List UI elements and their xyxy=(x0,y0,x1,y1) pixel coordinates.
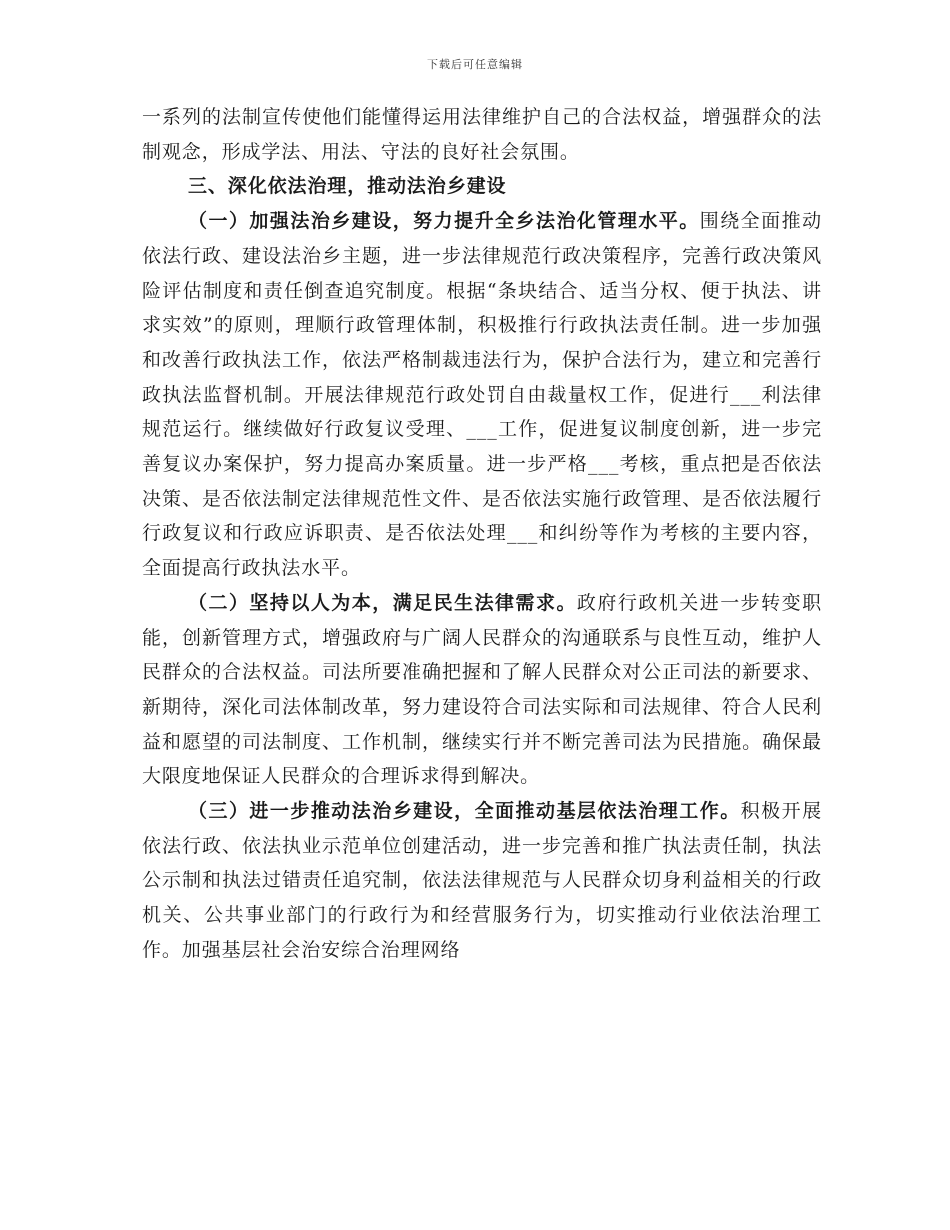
paragraph-1-body: 围绕全面推动依法行政、建设法治乡主题，进一步法律规范行政决策程序，完善行政决策风险评估制度和责任倒查追究制度。根据“条块结合、适当分权、便于执法、讲求实效”的原则，理顺行政管理体制，积极推行行政执法责任制。进一步加强和改善行政执法工作，依法严格制裁违法行为，保护合法行为，建立和完善行政执法监督机制。开展法律规范行政处罚自由裁量权工作，促进行___利法律规范运行。继续做好行政复议受理、___工作，促进复议制度创新，进一步完善复议办案保护，努力提高办案质量。进一步严格___考核，重点把是否依法决策、是否依法制定法律规范性文件、是否依法实施行政管理、是否依法履行行政复议和行政应诉职责、是否依法处理___和纠纷等作为考核的主要内容，全面提高行政执法水平。 xyxy=(142,210,822,580)
section-heading: 三、深化依法治理，推动法治乡建设 xyxy=(188,175,507,198)
paragraph-1-lead: （一）加强法治乡建设，努力提升全乡法治化管理水平。 xyxy=(188,210,700,233)
paragraph-continuation: 一系列的法制宣传使他们能懂得运用法律维护自己的合法权益，增强群众的法制观念，形成学法、用法、守法的良好社会氛围。 xyxy=(142,106,822,163)
paragraph-2-lead: （二）坚持以人为本，满足民生法律需求。 xyxy=(188,591,577,614)
paragraph-3-body: 积极开展依法行政、依法执业示范单位创建活动，进一步完善和推广执法责任制，执法公示制和执法过错责任追究制，依法法律规范与人民群众切身利益相关的行政机关、公共事业部门的行政行为和经营服务行为，切实推动行业依法治理工作。加强基层社会治安综合治理网络 xyxy=(142,800,822,961)
paragraph-1 xyxy=(142,204,822,586)
paragraph-3 xyxy=(142,794,822,968)
document-body xyxy=(142,100,822,968)
paragraph-2 xyxy=(142,586,822,794)
paragraph-2-body: 政府行政机关进一步转变职能，创新管理方式，增强政府与广阔人民群众的沟通联系与良性互动，维护人民群众的合法权益。司法所要准确把握和了解人民群众对公正司法的新要求、新期待，深化司法体制改革，努力建设符合司法实际和司法规律、符合人民利益和愿望的司法制度、工作机制，继续实行并不断完善司法为民措施。确保最大限度地保证人民群众的合理诉求得到解决。 xyxy=(142,591,822,788)
paragraph-3-lead: （三）进一步推动法治乡建设，全面推动基层依法治理工作。 xyxy=(188,800,741,823)
page-header: 下载后可任意编辑 xyxy=(427,58,523,71)
